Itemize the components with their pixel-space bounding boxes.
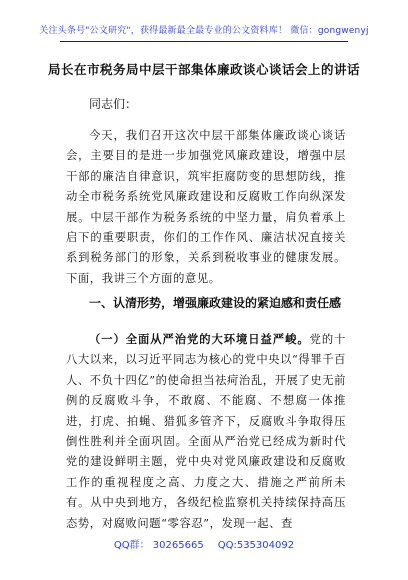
subsection-paragraph bbox=[66, 330, 346, 534]
header-note: 关注头条号"公文研究"，获得最新最全最专业的公文资料库！ 微信：gongwenyj bbox=[39, 26, 369, 36]
document-title: 局长在市税务局中层干部集体廉政谈心谈话会上的讲话 bbox=[47, 62, 360, 77]
subsection-body: 党的十八大以来，以习近平同志为核心的党中央以“得罪千百人、不负十四亿”的使命担当祛疴治乱，开展了史无前例的反腐败斗争，不敢腐、不能腐、不想腐一体推进，打虎、拍蝇、猎狐多管齐下，反腐败斗争取得压倒性胜利并全面巩固。全面从严治党已经成为新时代党的建设鲜明主题，党中央对党风廉政建设和反腐败工作的重视程度之高、力度之大、措施之严前所未有。从中央到地方，各级纪检监察机关持续保持高压态势，对腐败问题“零容忍”，发现一起、查 bbox=[66, 333, 347, 530]
subsection-lead: （一）全面从严治党的大环境日益严峻。 bbox=[89, 333, 310, 346]
salutation: 同志们： bbox=[89, 97, 138, 111]
header-divider bbox=[60, 41, 348, 42]
intro-paragraph: 今天，我们召开这次中层干部集体廉政谈心谈话会，主要目的是进一步加强党风廉政建设，增强中层干部的廉洁自律意识，筑牢拒腐防变的思想防线，推动全市税务系统党风廉政建设和反腐败工作向纵深发展。中层干部作为税务系统的中坚力量，肩负着承上启下的重要职责，你们的工作作风、廉洁状况直接关系到税务部门的形象，关系到税收事业的健康发展。下面，我讲三个方面的意见。 bbox=[66, 129, 346, 285]
footer-qq: QQ:535304092 bbox=[217, 540, 295, 551]
section-heading: 一、认清形势，增强廉政建设的紧迫感和责任感 bbox=[89, 296, 342, 310]
footer-contact bbox=[0, 536, 408, 551]
footer-qq-group: QQ群： 30265665 bbox=[113, 540, 204, 551]
